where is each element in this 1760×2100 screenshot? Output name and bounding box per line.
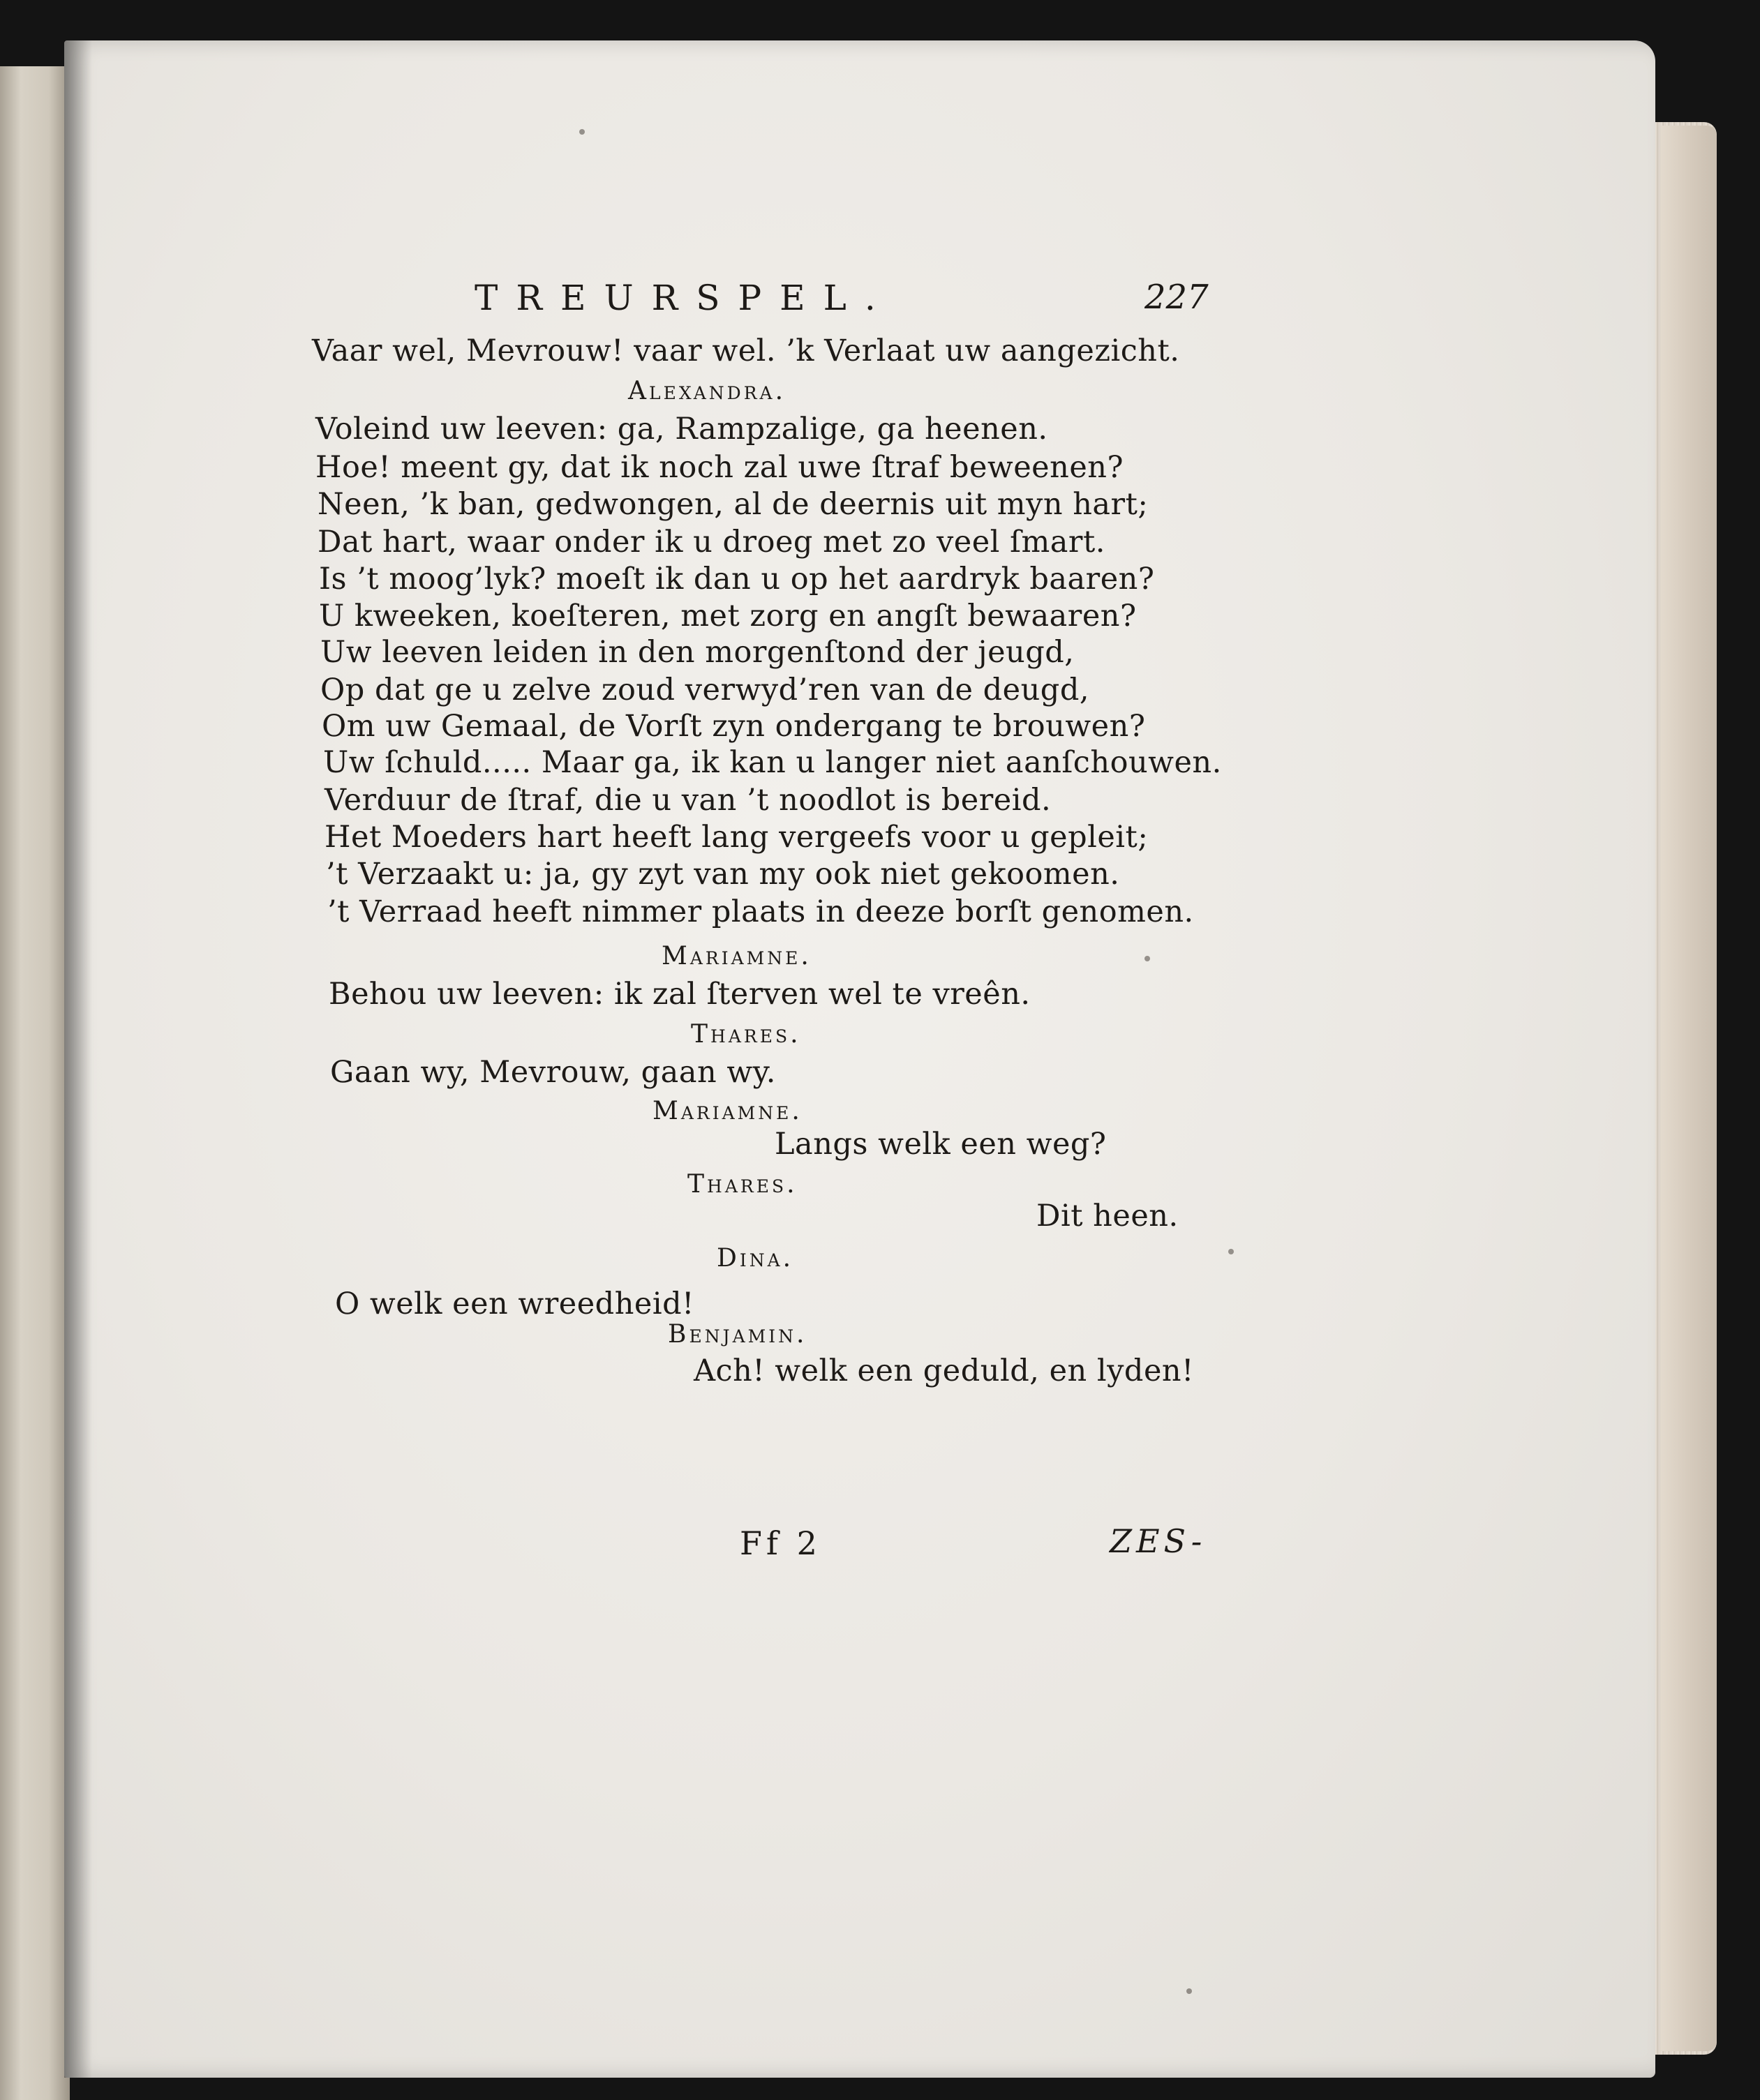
verse-line: ’t Verzaakt u: ja, gy zyt van my ook niet gekoomen.	[326, 857, 1120, 892]
verse-line: Uw leeven leiden in den morgenſtond der jeugd,	[320, 635, 1075, 670]
paper-speck	[1186, 1988, 1192, 1994]
verse-line: Neen, ’k ban, gedwongen, al de deernis uit myn hart;	[318, 487, 1149, 522]
page-number: 227	[1144, 278, 1209, 317]
paper-speck	[1144, 956, 1150, 961]
verse-line: Om uw Gemaal, de Vorſt zyn ondergang te brouwen?	[322, 709, 1146, 744]
verse-line: Behou uw leeven: ik zal ſterven wel te vreên.	[329, 977, 1031, 1012]
paper-speck	[1228, 1249, 1234, 1254]
verse-line: Voleind uw leeven: ga, Rampzalige, ga heenen.	[315, 412, 1048, 447]
speaker-name: Mariamne.	[662, 942, 812, 970]
verse-line: ’t Verraad heeft nimmer plaats in deeze borſt genomen.	[327, 894, 1194, 929]
verse-line: Verduur de ſtraf, die u van ’t noodlot is bereid.	[325, 783, 1052, 818]
verse-line: Langs welk een weg?	[775, 1127, 1107, 1162]
book-fore-edge	[1661, 126, 1717, 2051]
verse-line: O welk een wreedheid!	[335, 1287, 694, 1321]
speaker-name: Mariamne.	[652, 1097, 803, 1125]
verse-line: Gaan wy, Mevrouw, gaan wy.	[330, 1055, 776, 1090]
verse-line: Dit heen.	[1036, 1199, 1179, 1233]
speaker-name: Benjamin.	[668, 1320, 807, 1349]
speaker-name: Thares.	[687, 1170, 798, 1199]
speaker-name: Alexandra.	[628, 377, 786, 405]
verse-line: Het Moeders hart heeft lang vergeefs voor u gepleit;	[325, 820, 1149, 855]
verse-line: U kweeken, koeſteren, met zorg en angſt bewaaren?	[319, 599, 1137, 633]
speaker-name: Dina.	[717, 1244, 794, 1273]
verse-line: Uw ſchuld..... Maar ga, ik kan u langer niet aanſchouwen.	[323, 745, 1222, 780]
catchword: ZES-	[1110, 1522, 1207, 1560]
verse-line: Dat hart, waar onder ik u droeg met zo veel ſmart.	[318, 525, 1105, 560]
verse-line: Ach! welk een geduld, en lyden!	[694, 1353, 1194, 1388]
verse-line: Vaar wel, Mevrouw! vaar wel. ’k Verlaat uw aangezicht.	[312, 333, 1180, 368]
speaker-name: Thares.	[691, 1020, 801, 1049]
gutter-shadow	[64, 40, 92, 2078]
verse-line: Hoe! meent gy, dat ik noch zal uwe ſtraf beweenen?	[315, 450, 1124, 485]
verse-line: Is ’t moog’lyk? moeſt ik dan u op het aardryk baaren?	[319, 562, 1155, 597]
verse-line: Op dat ge u zelve zoud verwyd’ren van de deugd,	[320, 673, 1090, 707]
left-page-edge	[0, 66, 70, 2100]
paper-speck	[579, 129, 585, 135]
running-head: TREURSPEL.	[475, 278, 894, 318]
signature-mark: Ff 2	[740, 1524, 821, 1562]
